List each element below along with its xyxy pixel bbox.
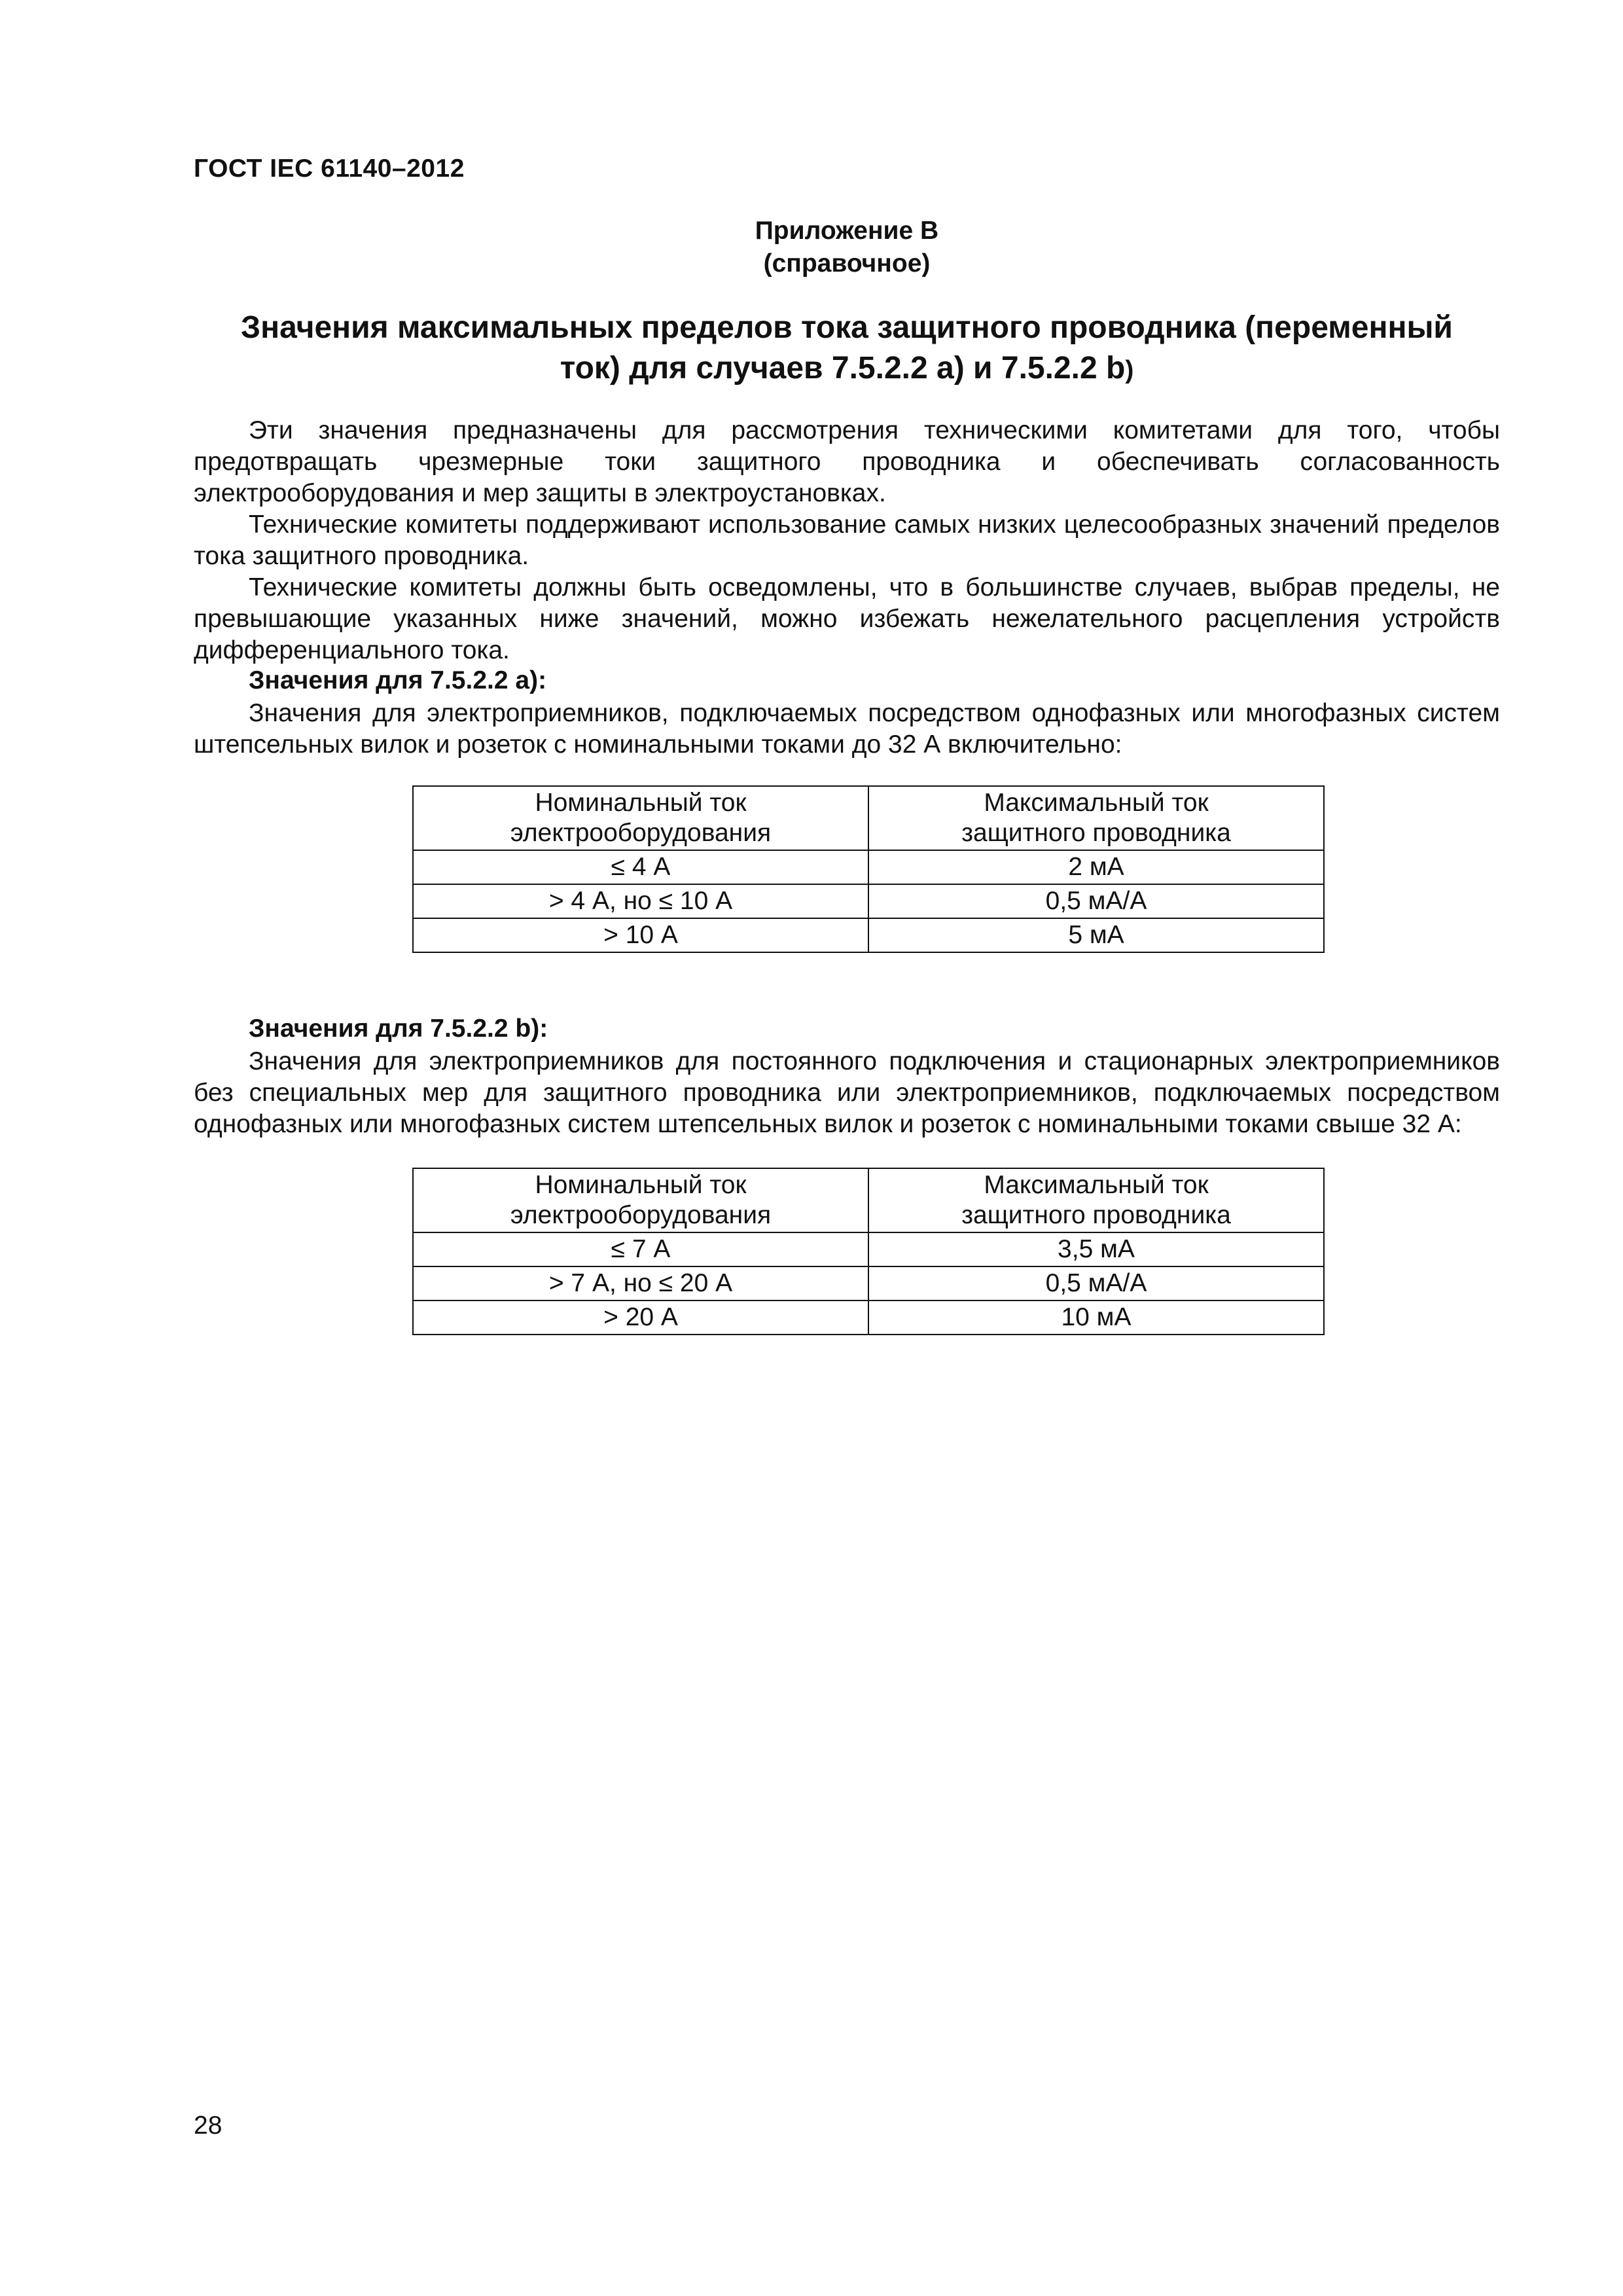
max-current-cell: 5 мА — [868, 918, 1324, 952]
rated-current-cell: > 7 А, но ≤ 20 А — [413, 1266, 868, 1300]
header-max-line-1: Максимальный ток — [984, 1171, 1209, 1199]
table-row — [413, 884, 1324, 918]
table-row — [413, 1232, 1324, 1266]
section-b-text: Значения для электроприемников для постоянного подключения и стационарных электроприемников без специальных мер для защитного проводника или электроприемников, подключаемых посредством однофазных или многофазных систем штепсельных вилок и розеток с номинальными токами свыше 32 А: — [194, 1047, 1500, 1138]
page-number: 28 — [194, 2111, 223, 2140]
table-row — [413, 850, 1324, 884]
header-max-line-2: защитного проводника — [961, 819, 1231, 847]
section-b-table — [412, 1168, 1325, 1335]
title-line-2 — [194, 348, 1500, 391]
max-current-cell: 2 мА — [868, 850, 1324, 884]
rated-current-cell: > 20 А — [413, 1300, 868, 1335]
max-current-cell: 10 мА — [868, 1300, 1324, 1335]
intro-paragraph-3: Технические комитеты должны быть осведомлены, что в большинстве случаев, выбрав пределы, не превышающие указанных ниже значений, можно избежать нежелательного расцепления устройств дифференциального тока. — [194, 573, 1500, 664]
max-current-cell: 0,5 мА/А — [868, 1266, 1324, 1300]
intro-paragraph-2: Технические комитеты поддерживают использование самых низких целесообразных значений пределов тока защитного проводника. — [194, 511, 1500, 570]
rated-current-cell: ≤ 7 А — [413, 1232, 868, 1266]
table-row — [413, 1300, 1324, 1335]
rated-current-cell: > 10 А — [413, 918, 868, 952]
appendix-label-block — [194, 215, 1500, 280]
header-rated-line-1: Номинальный ток — [535, 789, 747, 817]
header-rated-line-1: Номинальный ток — [535, 1171, 747, 1199]
header-rated-current — [413, 786, 868, 850]
header-rated-line-2: электрооборудования — [510, 819, 772, 847]
header-max-current — [868, 786, 1324, 850]
intro-paragraph-1: Эти значения предназначены для рассмотрения техническими комитетами для того, чтобы предотвращать чрезмерные токи защитного проводника и обеспечивать согласованность электрооборудования и мер защиты в электроустановках. — [194, 416, 1500, 507]
rated-current-cell: > 4 А, но ≤ 10 А — [413, 884, 868, 918]
section-b-heading: Значения для 7.5.2.2 b): — [249, 1014, 548, 1043]
header-max-line-1: Максимальный ток — [984, 789, 1209, 817]
table-header-row — [413, 786, 1324, 850]
header-rated-line-2: электрооборудования — [510, 1201, 772, 1229]
title-line-1: Значения максимальных пределов тока защитного проводника (переменный — [241, 310, 1453, 345]
section-a-text: Значения для электроприемников, подключаемых посредством однофазных или многофазных систем штепсельных вилок и розеток с номинальными токами до 32 А включительно: — [194, 699, 1500, 759]
max-current-cell: 0,5 мА/А — [868, 884, 1324, 918]
title-line-2-main: ток) для случаев 7.5.2.2 а) и 7.5.2.2 b — [560, 351, 1126, 386]
section-a-heading: Значения для 7.5.2.2 а): — [249, 666, 547, 694]
table-header-row — [413, 1168, 1324, 1232]
section-a-table — [412, 785, 1325, 953]
header-max-current — [868, 1168, 1324, 1232]
table-row — [413, 1266, 1324, 1300]
appendix-kind: (справочное) — [763, 249, 931, 278]
table-row — [413, 918, 1324, 952]
title-line-2-tail: ) — [1125, 356, 1134, 384]
header-rated-current — [413, 1168, 868, 1232]
document-title — [194, 308, 1500, 391]
appendix-label: Приложение В — [755, 217, 939, 245]
rated-current-cell: ≤ 4 А — [413, 850, 868, 884]
header-max-line-2: защитного проводника — [961, 1201, 1231, 1229]
max-current-cell: 3,5 мА — [868, 1232, 1324, 1266]
standard-header: ГОСТ IEC 61140–2012 — [194, 154, 465, 183]
